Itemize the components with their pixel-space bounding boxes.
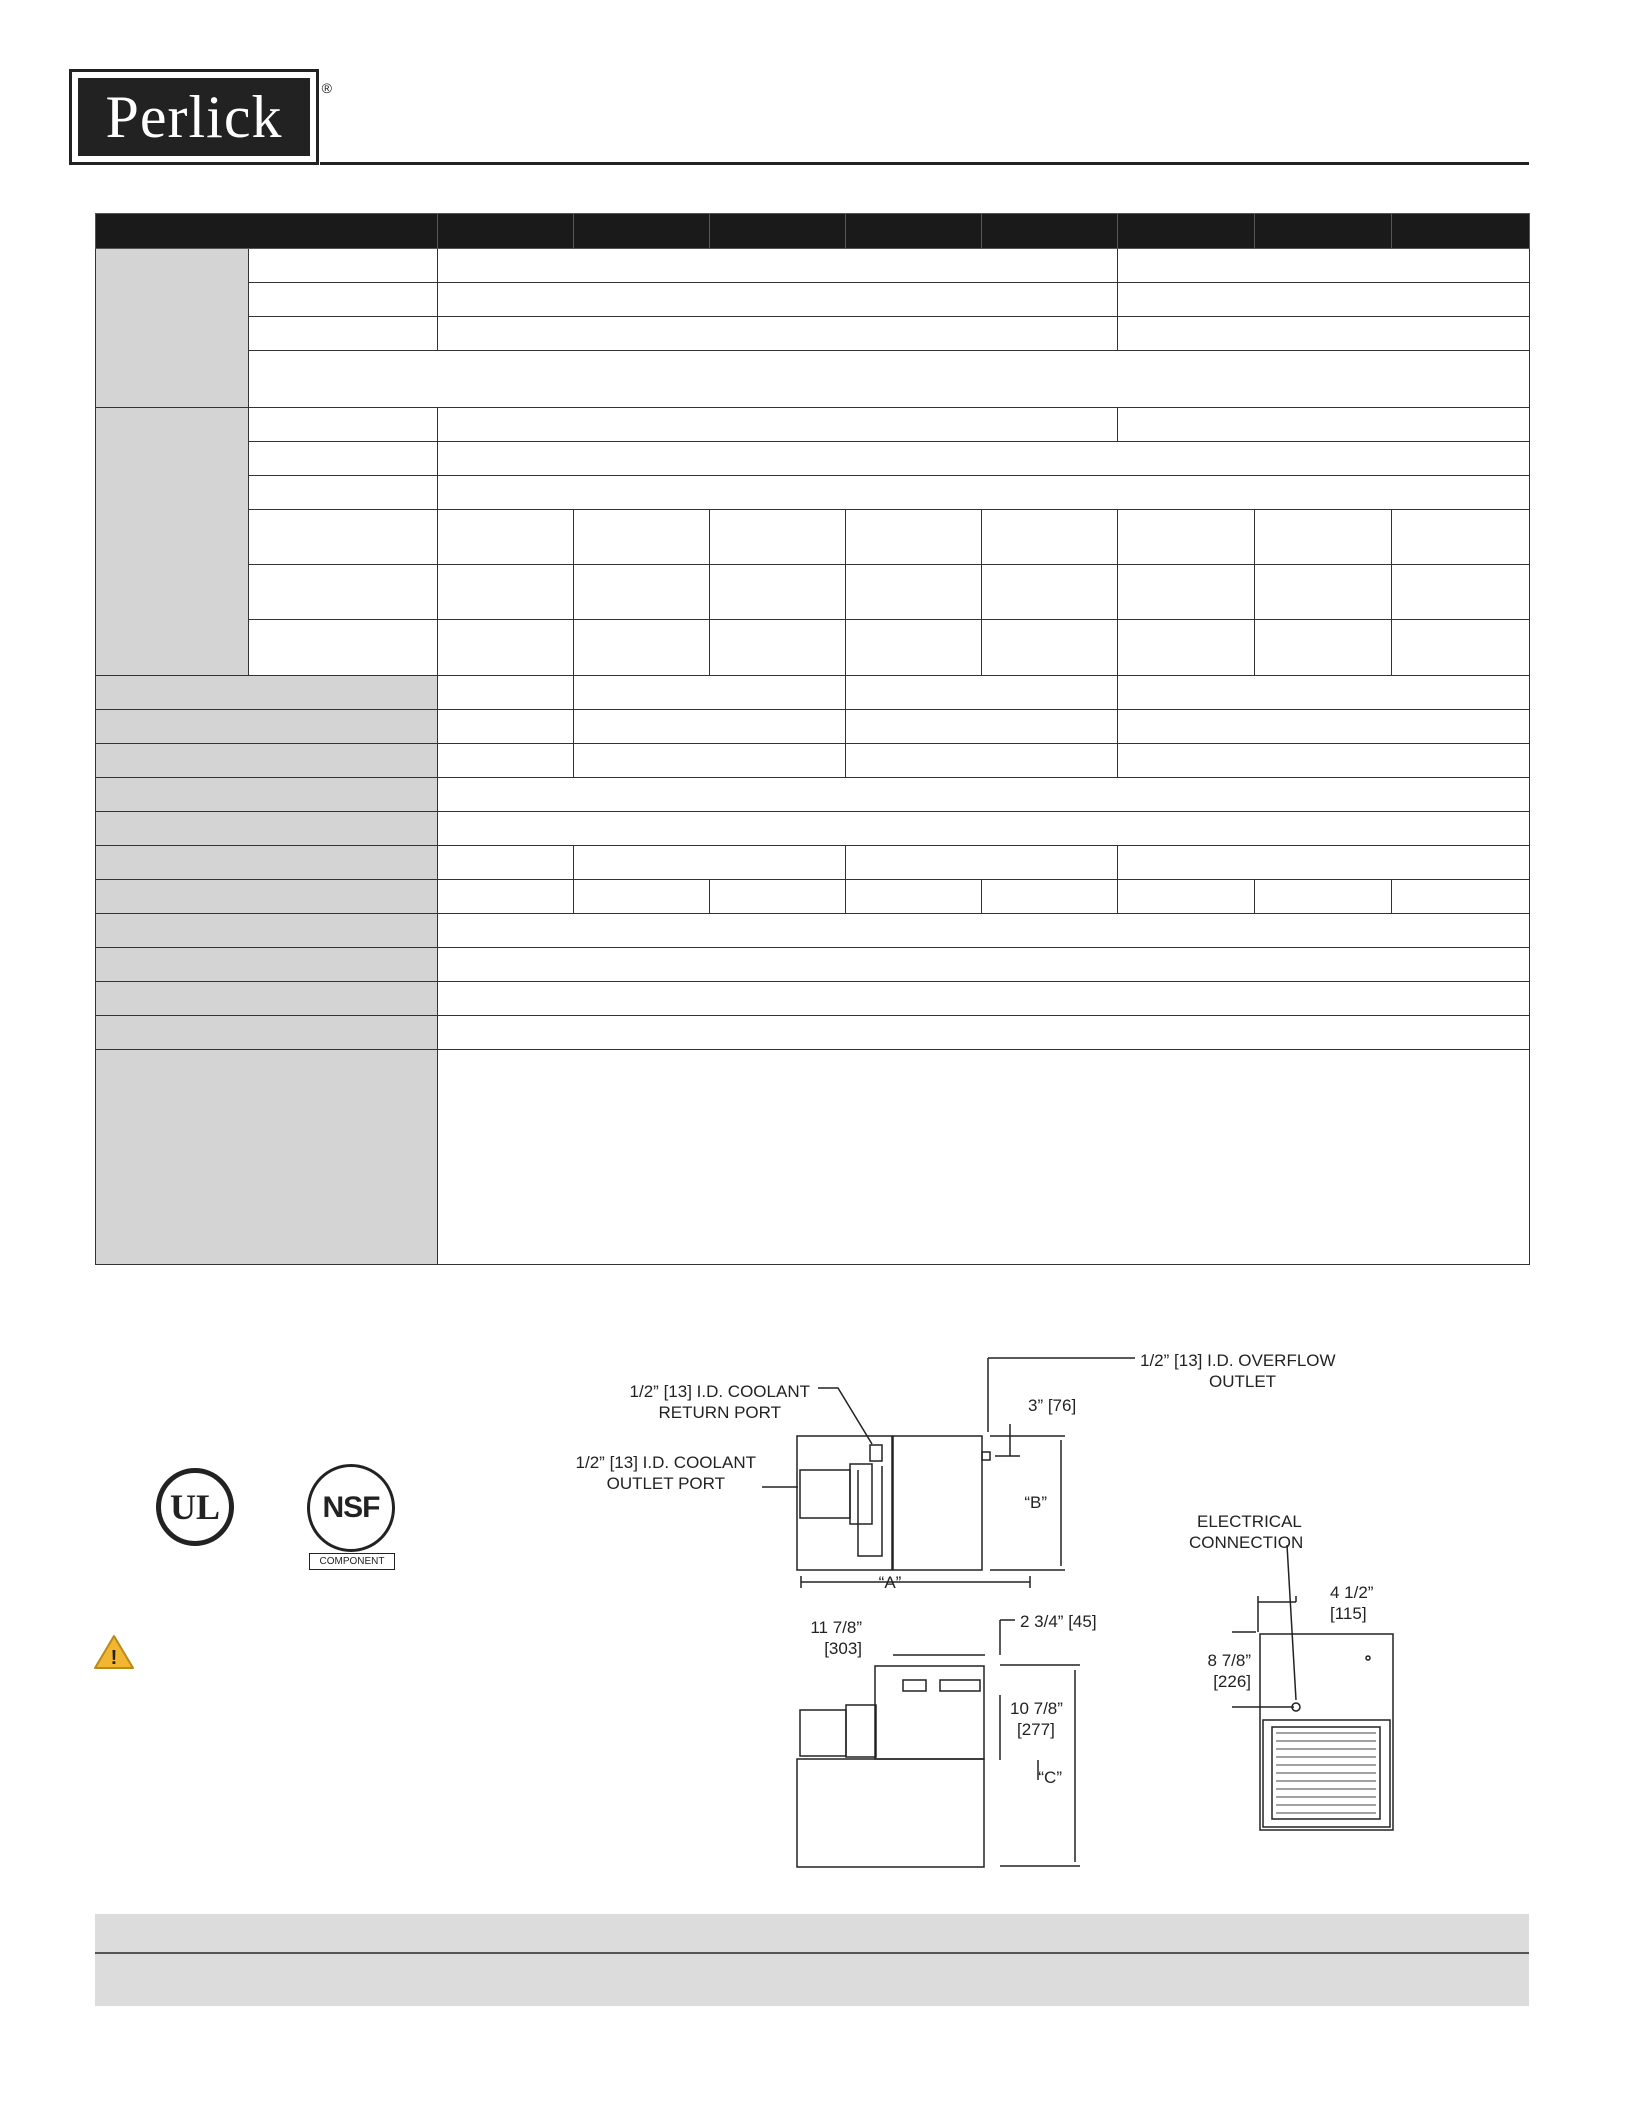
dim-c-label: “C” [1038, 1768, 1062, 1787]
coolant-return-label-2: RETURN PORT [658, 1403, 781, 1422]
top-view-right-housing [893, 1436, 982, 1570]
back-view-screw [1366, 1656, 1370, 1660]
dim-8-7-8-label-2: [226] [1213, 1672, 1251, 1691]
top-view-pump [850, 1464, 872, 1524]
footer-band-top [95, 1914, 1529, 1952]
dim-11-7-8-label-2: [303] [824, 1639, 862, 1658]
dim-3-line [995, 1424, 1020, 1456]
dim-a-label: “A” [878, 1573, 902, 1592]
warning-mark: ! [110, 1647, 118, 1669]
side-view-switches [940, 1680, 980, 1691]
dim-3-label: 3” [76] [1028, 1396, 1077, 1415]
registered-mark: ® [321, 80, 332, 96]
side-view-display [903, 1680, 926, 1691]
overflow-label-1: 1/2” [13] I.D. OVERFLOW [1140, 1351, 1336, 1370]
dim-11-7-8-line [893, 1620, 1000, 1655]
nsf-component-label: COMPONENT [309, 1553, 395, 1570]
dim-11-7-8-label-1: 11 7/8” [810, 1618, 862, 1637]
top-view-left-housing [797, 1436, 892, 1570]
ul-mark-text: UL [169, 1487, 220, 1527]
dim-c-line [1000, 1665, 1080, 1866]
nsf-mark-text: NSF [322, 1491, 380, 1524]
side-view-motor [800, 1710, 846, 1756]
coolant-return-label-1: 1/2” [13] I.D. COOLANT [629, 1382, 810, 1401]
dim-8-7-8-label-1: 8 7/8” [1207, 1651, 1251, 1670]
logo-wordmark: Perlick [105, 84, 283, 150]
dim-10-7-8-label-1: 10 7/8” [1010, 1699, 1063, 1718]
side-view-pump [846, 1705, 876, 1757]
coolant-outlet-label-2: OUTLET PORT [606, 1474, 725, 1493]
electrical-label-2: CONNECTION [1189, 1533, 1304, 1552]
electrical-label-1: ELECTRICAL [1197, 1512, 1302, 1531]
grille-slats [1276, 1733, 1376, 1813]
electrical-leader [1287, 1545, 1296, 1700]
coolant-outlet-label-1: 1/2” [13] I.D. COOLANT [575, 1453, 756, 1472]
top-view-motor [800, 1470, 850, 1518]
top-view-pipe [858, 1466, 882, 1556]
dim-2-3-4-line [1000, 1620, 1015, 1760]
dim-2-3-4-label: 2 3/4” [45] [1020, 1612, 1097, 1631]
back-view-housing [1260, 1634, 1393, 1830]
dim-b-label: “B” [1024, 1493, 1047, 1512]
side-view-base [797, 1759, 984, 1867]
footer-band-bottom [95, 1954, 1529, 2006]
overflow-port [982, 1452, 990, 1460]
dim-4-1-2-label-2: [115] [1330, 1604, 1367, 1623]
dim-4-1-2-label-1: 4 1/2” [1330, 1583, 1374, 1602]
return-port [870, 1445, 882, 1461]
overflow-label-2: OUTLET [1209, 1372, 1277, 1391]
dim-10-7-8-label-2: [277] [1017, 1720, 1055, 1739]
